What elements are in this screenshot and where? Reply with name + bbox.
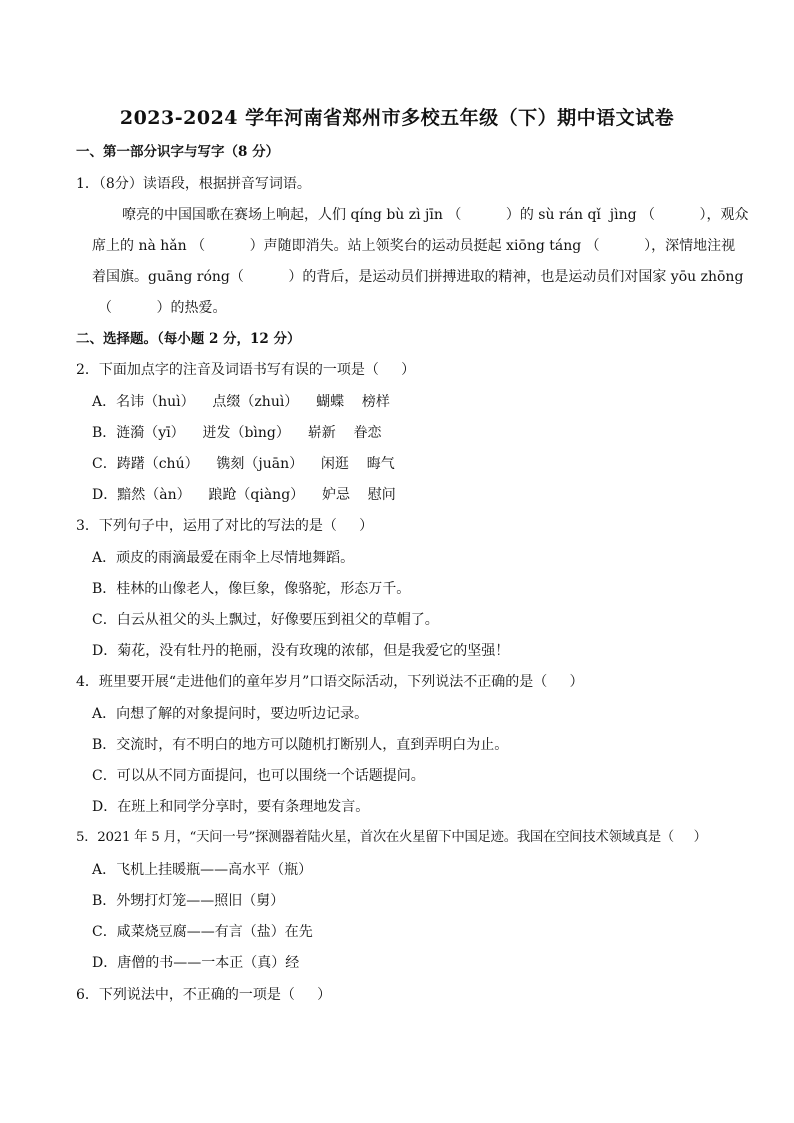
q1-paragraph-line-3: 着国旗。guāng róng（ ）的背后，是运动员们拼搏进取的精神，也是运动员们对国家 yōu zhōng xyxy=(92,269,744,285)
section-2-heading: 二、选择题。（每小题 2 分，12 分） xyxy=(76,331,301,347)
question-2-option-b: B．涟漪（yī） 迸发（bìng） 崭新 眷恋 xyxy=(92,425,382,441)
question-4-stem: 4．班里要开展“走进他们的童年岁月”口语交际活动，下列说法不正确的是（ ） xyxy=(76,674,584,690)
question-3-option-d: D．菊花，没有牡丹的艳丽，没有玫瑰的浓郁，但是我爱它的坚强！ xyxy=(92,643,510,659)
question-1-stem: 1．（8分）读语段，根据拼音写词语。 xyxy=(76,176,311,192)
q1-paragraph-line-1: 嘹亮的中国国歌在赛场上响起，人们 qíng bù zì jīn （ ）的 sù rán qǐ jìng （ ），观众 xyxy=(122,207,749,223)
question-5-option-a: A．飞机上挂暖瓶——高水平（瓶） xyxy=(92,862,313,878)
question-4-option-d: D．在班上和同学分享时，要有条理地发言。 xyxy=(92,799,370,815)
question-3-stem: 3．下列句子中，运用了对比的写法的是（ ） xyxy=(76,518,374,534)
question-5-option-d: D．唐僧的书——一本正（真）经 xyxy=(92,955,300,971)
section-1-heading: 一、第一部分识字与写字（8 分） xyxy=(76,144,280,160)
question-4-option-c: C．可以从不同方面提问，也可以围绕一个话题提问。 xyxy=(92,768,425,784)
question-5-option-b: B．外甥打灯笼——照旧（舅） xyxy=(92,893,285,909)
question-2-stem: 2．下面加点字的注音及词语书写有误的一项是（ ） xyxy=(76,362,416,378)
question-3-option-b: B．桂林的山像老人，像巨象，像骆驼，形态万千。 xyxy=(92,581,411,597)
exam-title: 2023-2024 学年河南省郑州市多校五年级（下）期中语文试卷 xyxy=(119,107,675,129)
question-4-option-a: A．向想了解的对象提问时，要边听边记录。 xyxy=(92,706,369,722)
question-5-option-c: C．咸菜烧豆腐——有言（盐）在先 xyxy=(92,924,313,940)
question-2-option-c: C．踌躇（chú） 镌刻（juān） 闲逛 晦气 xyxy=(92,456,395,472)
question-5-stem: 5．2021 年 5 月，“天问一号”探测器着陆火星，首次在火星留下中国足迹。我国在空间技术领域真是（ ） xyxy=(76,830,707,845)
question-4-option-b: B．交流时，有不明白的地方可以随机打断别人，直到弄明白为止。 xyxy=(92,737,509,753)
question-3-option-c: C．白云从祖父的头上飘过，好像要压到祖父的草帽了。 xyxy=(92,612,439,628)
question-3-option-a: A．顽皮的雨滴最爱在雨伞上尽情地舞蹈。 xyxy=(92,550,355,566)
question-6-stem: 6．下列说法中，不正确的一项是（ ） xyxy=(76,987,332,1003)
q1-paragraph-line-2: 席上的 nà hǎn （ ）声随即消失。站上领奖台的运动员挺起 xiōng táng （ ），深情地注视 xyxy=(92,238,736,254)
q1-paragraph-line-4: （ ）的热爱。 xyxy=(98,300,227,316)
question-2-option-a: A．名讳（huì） 点缀（zhuì） 蝴蝶 榜样 xyxy=(92,394,390,410)
question-2-option-d: D．黯然（àn） 踉跄（qiàng） 妒忌 慰问 xyxy=(92,487,396,503)
